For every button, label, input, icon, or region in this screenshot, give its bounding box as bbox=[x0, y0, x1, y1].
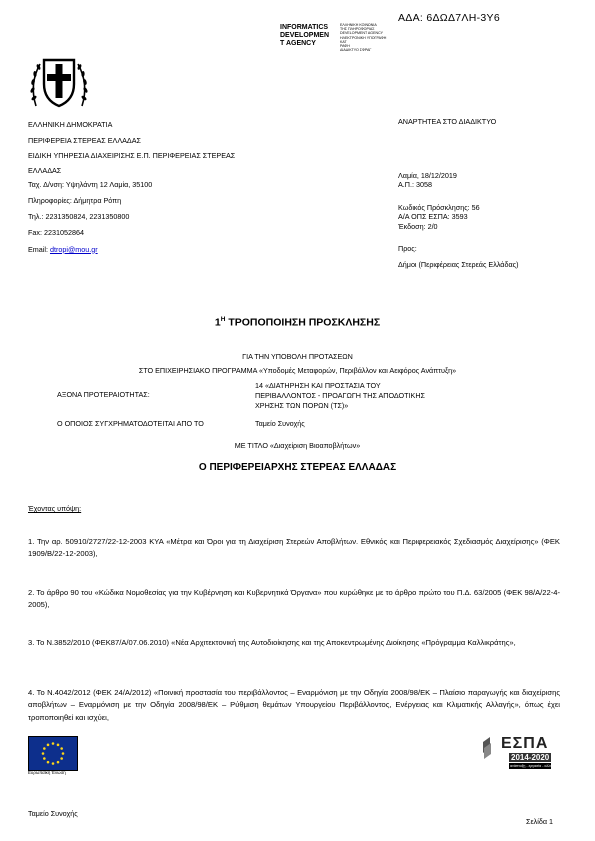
sender-line: ΕΛΛΗΝΙΚΗ ΔΗΜΟΚΡΑΤΙΑ bbox=[28, 120, 113, 129]
email-label: Email: bbox=[28, 244, 50, 254]
ida-logo-small-text bbox=[340, 23, 395, 52]
sender-line: Fax: 2231052864 bbox=[28, 227, 84, 237]
ida-small-line: ΚΑΤ bbox=[340, 39, 347, 44]
sender-line: Πληροφορίες: Δήμητρα Ρόπη bbox=[28, 195, 122, 205]
ida-logo-name bbox=[280, 24, 338, 48]
eu-star-icon bbox=[47, 761, 50, 764]
ida-small-line: ΗΛΕΚΤΡΟΝΙΚΗ ΥΠΟΓΡΑΦΗ bbox=[340, 35, 387, 40]
ida-logo-line: T AGENCY bbox=[280, 40, 316, 47]
heading-number: 1 bbox=[214, 316, 221, 329]
sender-line: ΕΛΛΑΔΑΣ bbox=[28, 165, 62, 175]
ida-logo-line: INFORMATICS bbox=[280, 24, 329, 31]
ida-small-line: ΕΛΛΗΝΙΚΗ ΚΟΙΝΩΝΙΑ bbox=[340, 23, 377, 27]
ida-logo-line: DEVELOPMEN bbox=[280, 32, 330, 39]
sender-line: ΠΕΡΙΦΕΡΕΙΑ ΣΤΕΡΕΑΣ ΕΛΛΑΔΑΣ bbox=[28, 135, 141, 145]
doc-date: Λαμία, 18/12/2019 bbox=[398, 171, 457, 180]
having-in-mind: Έχοντας υπόψη: bbox=[28, 504, 82, 513]
publish-note: ΑΝΑΡΤΗΤΕΑ ΣΤΟ ΔΙΑΔΙΚΤΥΟ bbox=[398, 117, 497, 126]
ida-small-line: DEVELOPMENT AGENCY bbox=[340, 31, 384, 36]
eu-star-icon bbox=[47, 744, 50, 747]
espa-years: 2014-2020 bbox=[511, 753, 550, 762]
greek-coat-of-arms-icon bbox=[28, 54, 90, 112]
sender-block bbox=[28, 117, 235, 258]
eu-star-icon bbox=[43, 747, 46, 750]
eu-star-icon bbox=[60, 747, 63, 750]
ida-small-line: ΤΗΣ ΠΛΗΡΟΦΟΡΙΑΣ bbox=[340, 27, 375, 32]
recipient-value: Δήμοι (Περιφέρειας Στερεάς Ελλάδας) bbox=[398, 260, 519, 269]
ida-small-line: ΡΑΦΗ bbox=[340, 44, 350, 49]
program-line: ΣΤΟ ΕΠΙΧΕΙΡΗΣΙΑΚΟ ΠΡΟΓΡΑΜΜΑ «Υποδομές Μεταφορών, Περιβάλλον και Αειφόρος Ανάπτυξη» bbox=[138, 366, 457, 375]
doc-date-protocol bbox=[398, 171, 457, 190]
doc-protocol: Α.Π.: 3058 bbox=[398, 180, 432, 190]
axis-line: 14 «ΔΙΑΤΗΡΗΣΗ ΚΑΙ ΠΡΟΣΤΑΣΙΑ ΤΟΥ bbox=[255, 381, 381, 390]
axis-line: ΠΕΡΙΒΑΛΛΟΝΤΟΣ - ΠΡΟΑΓΩΓΗ ΤΗΣ ΑΠΟΔΟΤΙΚΗΣ bbox=[255, 391, 425, 400]
sender-line: Τηλ.: 2231350824, 2231350800 bbox=[28, 211, 130, 221]
consideration-item-4: 4. Το Ν.4042/2012 (ΦΕΚ 24/Α/2012) «Ποινική προστασία του περιβάλλοντος – Εναρμόνιση με την Οδηγία 2008/98/ΕΚ – Πλαίσιο παραγωγής και διαχείρισης αποβλήτων – Εναρμόνιση με την Οδηγία 2008/98/ΕΚ – Ρύθμιση θεμάτων Υπουργείου Περιβάλλοντος, Ενέργειας και Κλιματικής Αλλαγής», όπως έχει τροποποιηθεί και ισχύει, bbox=[28, 688, 560, 722]
eu-flag-icon bbox=[28, 736, 78, 771]
consideration-item-1: 1. Την αρ. 50910/2727/22-12-2003 ΚΥΑ «Μέτρα και Όροι για τη Διαχείριση Στερεών Αποβλήτων. Εθνικός και Περιφερειακός Σχεδιασμός Διαχείρισης» (ΦΕΚ 1909/Β/22-12-2003), bbox=[28, 537, 560, 559]
ops-espa-aa: Α/Α ΟΠΣ ΕΣΠΑ: 3593 bbox=[398, 212, 468, 222]
espa-tagline: ανάπτυξη - εργασία - αλληλεγγύη bbox=[510, 763, 564, 768]
eu-star-icon bbox=[57, 744, 60, 747]
doc-version: Έκδοση: 2/0 bbox=[398, 221, 438, 231]
sender-line: ΕΙΔΙΚΗ ΥΠΗΡΕΣΙΑ ΔΙΑΧΕΙΡΙΣΗΣ Ε.Π. ΠΕΡΙΦΕΡΕΙΑΣ ΣΤΕΡΕΑΣ bbox=[28, 151, 236, 160]
purpose-line: ΓΙΑ ΤΗΝ ΥΠΟΒΟΛΗ ΠΡΟΤΑΣΕΩΝ bbox=[242, 352, 353, 361]
document-heading bbox=[0, 316, 595, 329]
email-line bbox=[28, 241, 235, 258]
ida-small-line: ΔΙΑΔΙΚΤΥΟ ΣΦΡΑΓ bbox=[340, 48, 372, 53]
axis-label: ΑΞΟΝΑ ΠΡΟΤΕΡΑΙΟΤΗΤΑΣ: bbox=[57, 390, 150, 399]
doc-codes bbox=[398, 203, 480, 231]
funding-label: Ο ΟΠΟΙΟΣ ΣΥΓΧΡΗΜΑΤΟΔΟΤΕΙΤΑΙ ΑΠΟ ΤΟ bbox=[57, 419, 204, 428]
eu-star-icon bbox=[62, 752, 65, 755]
heading-sup: Η bbox=[220, 316, 226, 323]
espa-logo bbox=[481, 734, 564, 770]
eu-star-icon bbox=[42, 752, 45, 755]
sender-line: Ταχ. Δ/νση: Υψηλάντη 12 Λαμία, 35100 bbox=[28, 179, 153, 189]
consideration-item-3: 3. Το Ν.3852/2010 (ΦΕΚ87/Α/07.06.2010) «Νέα Αρχιτεκτονική της Αυτοδιοίκησης και της Αποκεντρωμένης Διοίκησης «Πρόγραμμα Καλλικράτης», bbox=[28, 638, 516, 647]
funding-value: Ταμείο Συνοχής bbox=[255, 419, 305, 428]
heading-text: ΤΡΟΠΟΠΟΙΗΣΗ ΠΡΟΣΚΛΗΣΗΣ bbox=[225, 316, 381, 329]
eu-star-icon bbox=[57, 761, 60, 764]
email-link[interactable]: dtropi@mou.gr bbox=[49, 244, 98, 254]
recipient-label: Προς: bbox=[398, 244, 417, 253]
page-number: Σελίδα 1 bbox=[526, 817, 553, 826]
eu-star-icon bbox=[43, 757, 46, 760]
espa-main: ΕΣΠΑ bbox=[501, 735, 549, 752]
axis-line: ΧΡΗΣΗΣ ΤΩΝ ΠΟΡΩΝ (ΤΣ)» bbox=[255, 401, 349, 410]
consideration-item-2: 2. Το άρθρο 90 του «Κώδικα Νομοθεσίας για την Κυβέρνηση και Κυβερνητικά Όργανα» που κυρώθηκε με το άρθρο πρώτο του Π.Δ. 63/2005 (ΦΕΚ 98/Α/22-4-2005), bbox=[28, 588, 560, 610]
eu-star-icon bbox=[52, 742, 55, 745]
eu-star-icon bbox=[52, 762, 55, 765]
invitation-code: Κωδικός Πρόσκλησης: 56 bbox=[398, 203, 480, 212]
eu-star-icon bbox=[60, 757, 63, 760]
ada-code: ΑΔΑ: 6ΔΩΔ7ΛΗ-3Υ6 bbox=[398, 12, 500, 24]
footer-fund: Ταμείο Συνοχής bbox=[28, 809, 78, 818]
eu-caption: Ευρωπαϊκή Ένωση bbox=[28, 770, 66, 775]
title-line: ΜΕ ΤΙΤΛΟ «Διαχείριση Βιοαποβλήτων» bbox=[234, 441, 361, 450]
authority-title: Ο ΠΕΡΙΦΕΡΕΙΑΡΧΗΣ ΣΤΕΡΕΑΣ ΕΛΛΑΔΑΣ bbox=[198, 462, 397, 473]
axis-value bbox=[255, 381, 425, 411]
